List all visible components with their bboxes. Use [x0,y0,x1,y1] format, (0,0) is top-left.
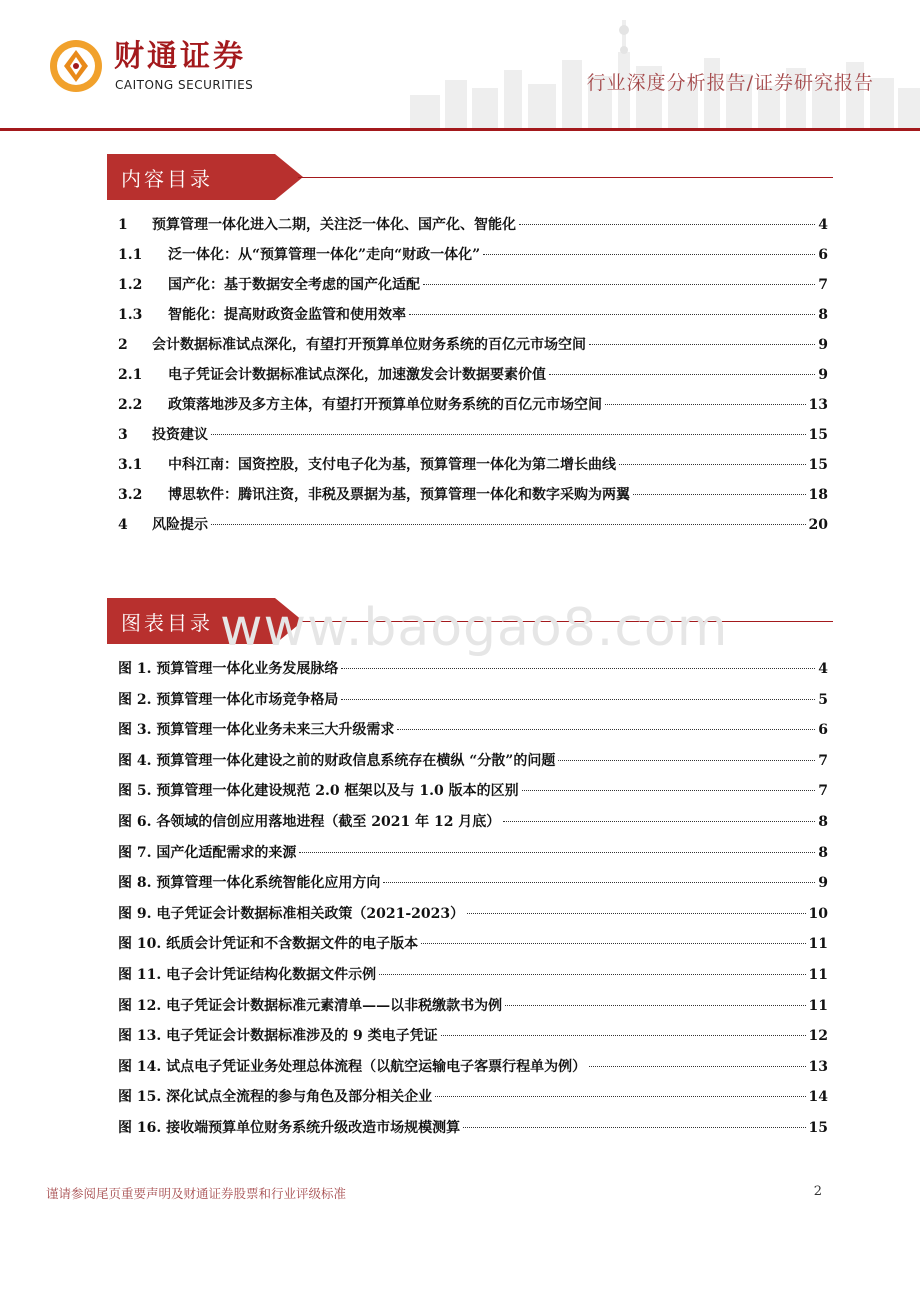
toc-entry[interactable] [118,484,828,514]
footer-disclaimer: 谨请参阅尾页重要声明及财通证券股票和行业评级标准 [46,1186,347,1201]
figure-entry-title: 图 8. 预算管理一体化系统智能化应用方向 [118,875,381,892]
toc-entry[interactable] [118,514,828,544]
figure-entry-page: 9 [818,875,828,892]
toc-entry-page: 15 [808,427,828,443]
figure-entry-title: 图 12. 电子凭证会计数据标准元素清单——以非税缴款书为例 [118,997,503,1014]
toc-entry-title: 国产化：基于数据安全考虑的国产化适配 [168,277,420,293]
figure-entry[interactable] [118,872,828,903]
figure-entry-page: 7 [818,783,828,800]
page-header [0,0,920,135]
toc-entry-page: 9 [818,337,828,353]
toc-leader-dots [505,1005,805,1006]
toc-leader-dots [558,760,815,761]
figure-entry-page: 11 [808,997,828,1014]
toc-leader-dots [379,974,805,975]
toc-leader-dots [441,1035,806,1036]
toc-entry-page: 6 [818,247,828,263]
figures-title: 图表目录 [121,611,213,635]
figure-entry[interactable] [118,903,828,934]
toc-entry-number: 2.2 [118,397,143,413]
toc-leader-dots [589,1066,805,1067]
toc-leader-dots [435,1096,805,1097]
toc-leader-dots [633,494,806,495]
toc-entry[interactable] [118,364,828,394]
figure-entry-page: 11 [808,936,828,953]
toc-leader-dots [397,729,815,730]
toc-entry[interactable] [118,454,828,484]
figure-entry-title: 图 14. 试点电子凭证业务处理总体流程（以航空运输电子客票行程单为例） [118,1058,587,1075]
toc-leader-dots [409,314,815,315]
toc-entry-title: 政策落地涉及多方主体，有望打开预算单位财务系统的百亿元市场空间 [168,397,602,413]
toc-leader-dots [463,1127,805,1128]
logo-company-english: CAITONG SECURITIES [115,78,254,92]
logo-company-name: 财通证券 [114,39,246,74]
figure-entry[interactable] [118,995,828,1026]
figure-entry-page: 15 [808,1119,828,1136]
toc-leader-dots [589,344,815,345]
toc-entry-page: 15 [808,457,828,473]
figure-entry-page: 12 [808,1028,828,1045]
toc-leader-dots [383,882,815,883]
figure-entry-page: 6 [818,722,828,739]
toc-leader-dots [619,464,806,465]
toc-entry-number: 1.1 [118,247,143,263]
toc-entry-number: 2 [118,337,128,353]
toc-leader-dots [549,374,815,375]
toc-leader-dots [605,404,806,405]
figure-entry-page: 4 [818,661,828,677]
toc-entry-title: 泛一体化：从“预算管理一体化”走向“财政一体化” [168,247,481,263]
figure-entry-title: 图 16. 接收端预算单位财务系统升级改造市场规模测算 [118,1119,461,1136]
figure-entry[interactable] [118,1086,828,1117]
figure-entry-title: 图 10. 纸质会计凭证和不含数据文件的电子版本 [118,936,419,953]
toc-entry-number: 3.1 [118,457,143,473]
figure-entry-title: 图 13. 电子凭证会计数据标准涉及的 9 类电子凭证 [118,1028,438,1045]
figure-entry-title: 图 4. 预算管理一体化建设之前的财政信息系统存在横纵 “分散”的问题 [118,752,556,769]
city-skyline-graphic [400,0,920,130]
figure-entry[interactable] [118,811,828,842]
figure-entry-page: 7 [818,752,828,769]
toc-entry-title: 投资建议 [152,427,208,443]
toc-leader-dots [421,943,805,944]
figure-entry[interactable] [118,780,828,811]
toc-leader-dots [299,852,815,853]
report-type-label: 行业深度分析报告/证券研究报告 [586,72,874,94]
toc-entry[interactable] [118,304,828,334]
figure-entry[interactable] [118,658,828,689]
figure-entry-title: 图 15. 深化试点全流程的参与角色及部分相关企业 [118,1089,433,1106]
toc-entry[interactable] [118,244,828,274]
toc-entry[interactable] [118,334,828,364]
toc-entry-number: 3 [118,427,128,443]
toc-leader-dots [341,668,815,669]
figure-entry[interactable] [118,933,828,964]
list-of-figures [118,658,828,1148]
toc-entry-title: 会计数据标准试点深化，有望打开预算单位财务系统的百亿元市场空间 [152,337,586,353]
caitong-logo-icon [48,38,104,94]
toc-entry-page: 20 [808,517,828,533]
figure-entry-title: 图 2. 预算管理一体化市场竞争格局 [118,691,339,708]
toc-entry[interactable] [118,214,828,244]
toc-entry-title: 智能化：提高财政资金监管和使用效率 [168,307,406,323]
figure-entry-title: 图 7. 国产化适配需求的来源 [118,844,297,861]
contents-banner [107,154,305,200]
toc-leader-dots [211,434,806,435]
figure-entry-page: 5 [818,691,828,708]
figure-entry-title: 图 3. 预算管理一体化业务未来三大升级需求 [118,722,395,739]
toc-leader-dots [519,224,815,225]
toc-leader-dots [503,821,815,822]
toc-entry-page: 8 [818,307,828,323]
figure-entry-title: 图 11. 电子会计凭证结构化数据文件示例 [118,966,377,983]
toc-entry-page: 7 [818,277,828,293]
contents-title: 内容目录 [121,167,213,191]
toc-entry-page: 9 [818,367,828,383]
toc-entry-title: 预算管理一体化进入二期，关注泛一体化、国产化、智能化 [152,217,516,233]
figure-entry-title: 图 5. 预算管理一体化建设规范 2.0 框架以及与 1.0 版本的区别 [118,783,519,800]
toc-leader-dots [423,284,815,285]
figure-entry-title: 图 6. 各领域的信创应用落地进程（截至 2021 年 12 月底） [118,813,501,830]
toc-entry-number: 1.3 [118,307,143,323]
figure-entry[interactable] [118,964,828,995]
figure-entry-page: 8 [818,844,828,861]
toc-leader-dots [341,699,815,700]
toc-entry-number: 2.1 [118,367,143,383]
figure-entry[interactable] [118,842,828,873]
figure-entry[interactable] [118,1117,828,1148]
figure-entry-page: 14 [808,1089,828,1106]
figure-entry[interactable] [118,1056,828,1087]
figure-entry[interactable] [118,689,828,720]
toc-leader-dots [522,790,816,791]
toc-entry-title: 电子凭证会计数据标准试点深化，加速激发会计数据要素价值 [168,367,546,383]
figure-entry-page: 8 [818,813,828,830]
toc-entry-number: 1.2 [118,277,143,293]
toc-entry-page: 4 [818,217,828,233]
figure-entry-page: 10 [808,905,828,922]
toc-leader-dots [467,913,805,914]
toc-entry[interactable] [118,274,828,304]
toc-entry-title: 中科江南：国资控股，支付电子化为基，预算管理一体化为第二增长曲线 [168,457,616,473]
toc-leader-dots [211,524,806,525]
figure-entry-page: 11 [808,966,828,983]
figure-entry-title: 图 9. 电子凭证会计数据标准相关政策（2021-2023） [118,905,465,922]
watermark: www.baogao8.com [220,598,729,658]
toc-entry-page: 18 [808,487,828,503]
toc-entry[interactable] [118,424,828,454]
page-number: 2 [813,1184,822,1199]
toc-entry-title: 风险提示 [152,517,208,533]
toc-entry-number: 3.2 [118,487,143,503]
toc-entry[interactable] [118,394,828,424]
figure-entry-page: 13 [808,1058,828,1075]
contents-rule [298,177,833,178]
toc-leader-dots [483,254,815,255]
figure-entry-title: 图 1. 预算管理一体化业务发展脉络 [118,661,339,677]
toc-entry-number: 1 [118,217,128,233]
figure-entry[interactable] [118,719,828,750]
toc-entry-title: 博思软件：腾讯注资，非税及票据为基，预算管理一体化和数字采购为两翼 [168,487,630,503]
toc-entry-number: 4 [118,517,128,533]
table-of-contents [118,214,828,544]
toc-entry-page: 13 [808,397,828,413]
header-divider [0,128,920,131]
figure-entry[interactable] [118,1025,828,1056]
figure-entry[interactable] [118,750,828,781]
